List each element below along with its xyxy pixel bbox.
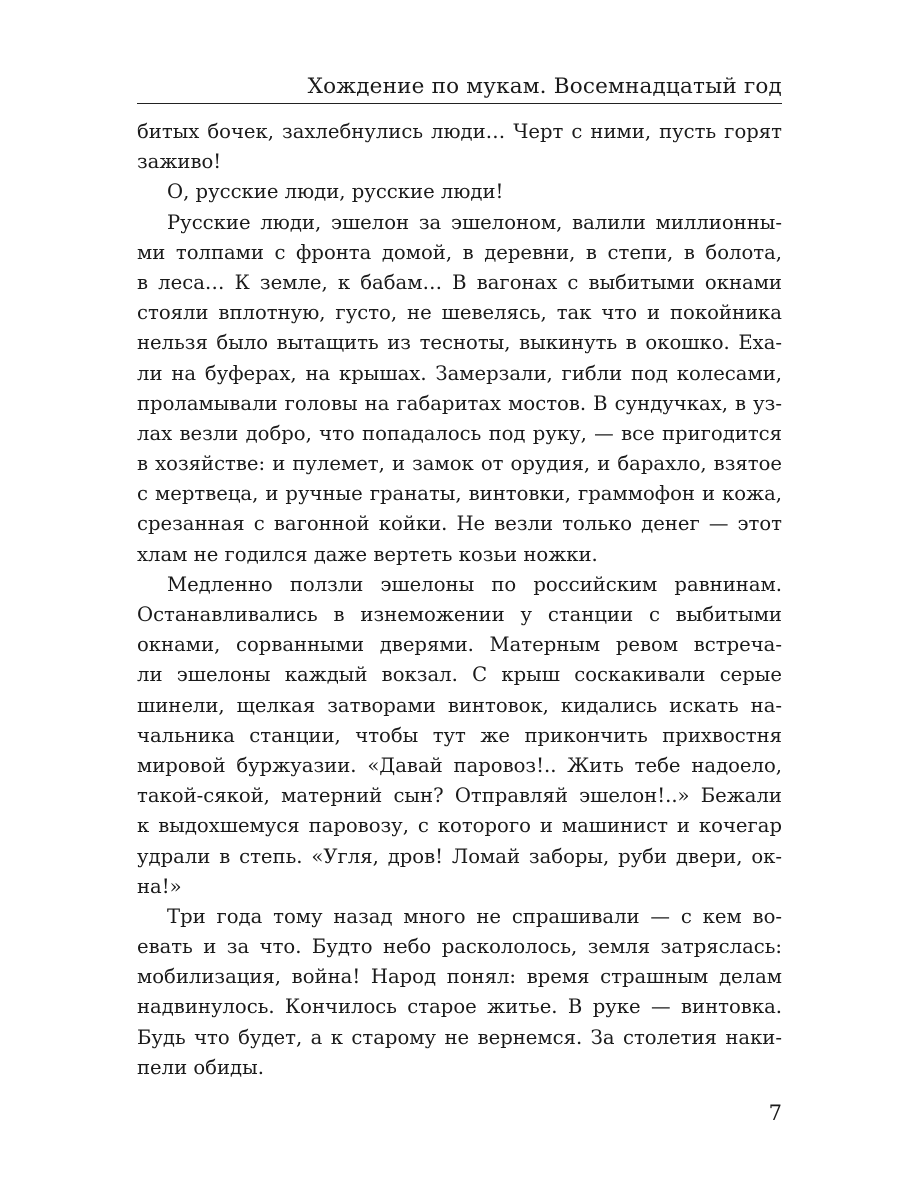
paragraph xyxy=(137,177,782,207)
text-line: срезанная с вагонной койки. Не везли только денег — этот xyxy=(137,512,782,536)
body-text xyxy=(137,117,782,1083)
text-line: заживо! xyxy=(137,150,222,174)
text-line: такой-сякой, матерний сын? Отправляй эшелон!..» Бежали xyxy=(137,784,782,808)
text-line: битых бочек, захлебнулись люди… Черт с ними, пусть горят xyxy=(137,120,782,143)
text-line: О, русские люди, русские люди! xyxy=(167,180,504,204)
text-line: нельзя было вытащить из тесноты, выкинуть в окошко. Еха- xyxy=(137,331,782,355)
paragraph xyxy=(137,570,782,902)
text-line: ли эшелоны каждый вокзал. С крыш соскакивали серые xyxy=(137,663,782,687)
paragraph xyxy=(137,117,782,177)
text-line: хлам не годился даже вертеть козьи ножки. xyxy=(137,542,598,566)
text-line: ми толпами с фронта домой, в деревни, в степи, в болота, xyxy=(137,240,782,264)
text-line: к выдохшемуся паровозу, с которого и машинист и кочегар xyxy=(137,814,782,838)
text-line: проламывали головы на габаритах мостов. В сундучках, в уз- xyxy=(137,391,782,415)
text-line: окнами, сорванными дверями. Матерным ревом встреча- xyxy=(137,633,782,657)
text-line: лах везли добро, что попадалось под руку, — все пригодится xyxy=(137,421,782,445)
text-line: Медленно ползли эшелоны по российским равнинам. xyxy=(167,572,782,596)
text-line: в леса… К земле, к бабам… В вагонах с выбитыми окнами xyxy=(137,270,782,294)
running-head: Хождение по мукам. Восемнадцатый год xyxy=(307,74,782,99)
text-line: Останавливались в изнеможении у станции с выбитыми xyxy=(137,603,782,626)
text-line: удрали в степь. «Угля, дров! Ломай заборы, руби двери, ок- xyxy=(137,844,782,868)
text-line: ли на буферах, на крышах. Замерзали, гибли под колесами, xyxy=(137,361,782,385)
text-line: чальника станции, чтобы тут же прикончить прихвостня xyxy=(137,723,782,747)
text-line: с мертвеца, и ручные гранаты, винтовки, граммофон и кожа, xyxy=(137,482,782,506)
text-line: Будь что будет, а к старому не вернемся. За столетия наки- xyxy=(137,1025,782,1049)
paragraph xyxy=(137,902,782,1083)
text-line: на!» xyxy=(137,874,182,898)
text-line: стояли вплотную, густо, не шевелясь, так что и покойника xyxy=(137,301,782,325)
text-line: мировой буржуазии. «Давай паровоз!.. Жить тебе надоело, xyxy=(137,753,782,777)
text-line: надвинулось. Кончилось старое житье. В руке — винтовка. xyxy=(137,995,782,1019)
text-line: шинели, щелкая затворами винтовок, кидались искать на- xyxy=(137,693,782,717)
text-line: Три года тому назад много не спрашивали — с кем во- xyxy=(167,904,782,928)
text-line: в хозяйстве: и пулемет, и замок от орудия, и барахло, взятое xyxy=(137,452,782,476)
text-line: пели обиды. xyxy=(137,1055,264,1079)
page-number: 7 xyxy=(768,1101,782,1125)
paragraph xyxy=(137,208,782,570)
header-rule xyxy=(137,103,782,104)
text-line: Русские люди, эшелон за эшелоном, валили миллионны- xyxy=(167,210,782,234)
text-line: евать и за что. Будто небо раскололось, земля затряслась: xyxy=(137,935,782,959)
text-line: мобилизация, война! Народ понял: время страшным делам xyxy=(137,965,782,989)
